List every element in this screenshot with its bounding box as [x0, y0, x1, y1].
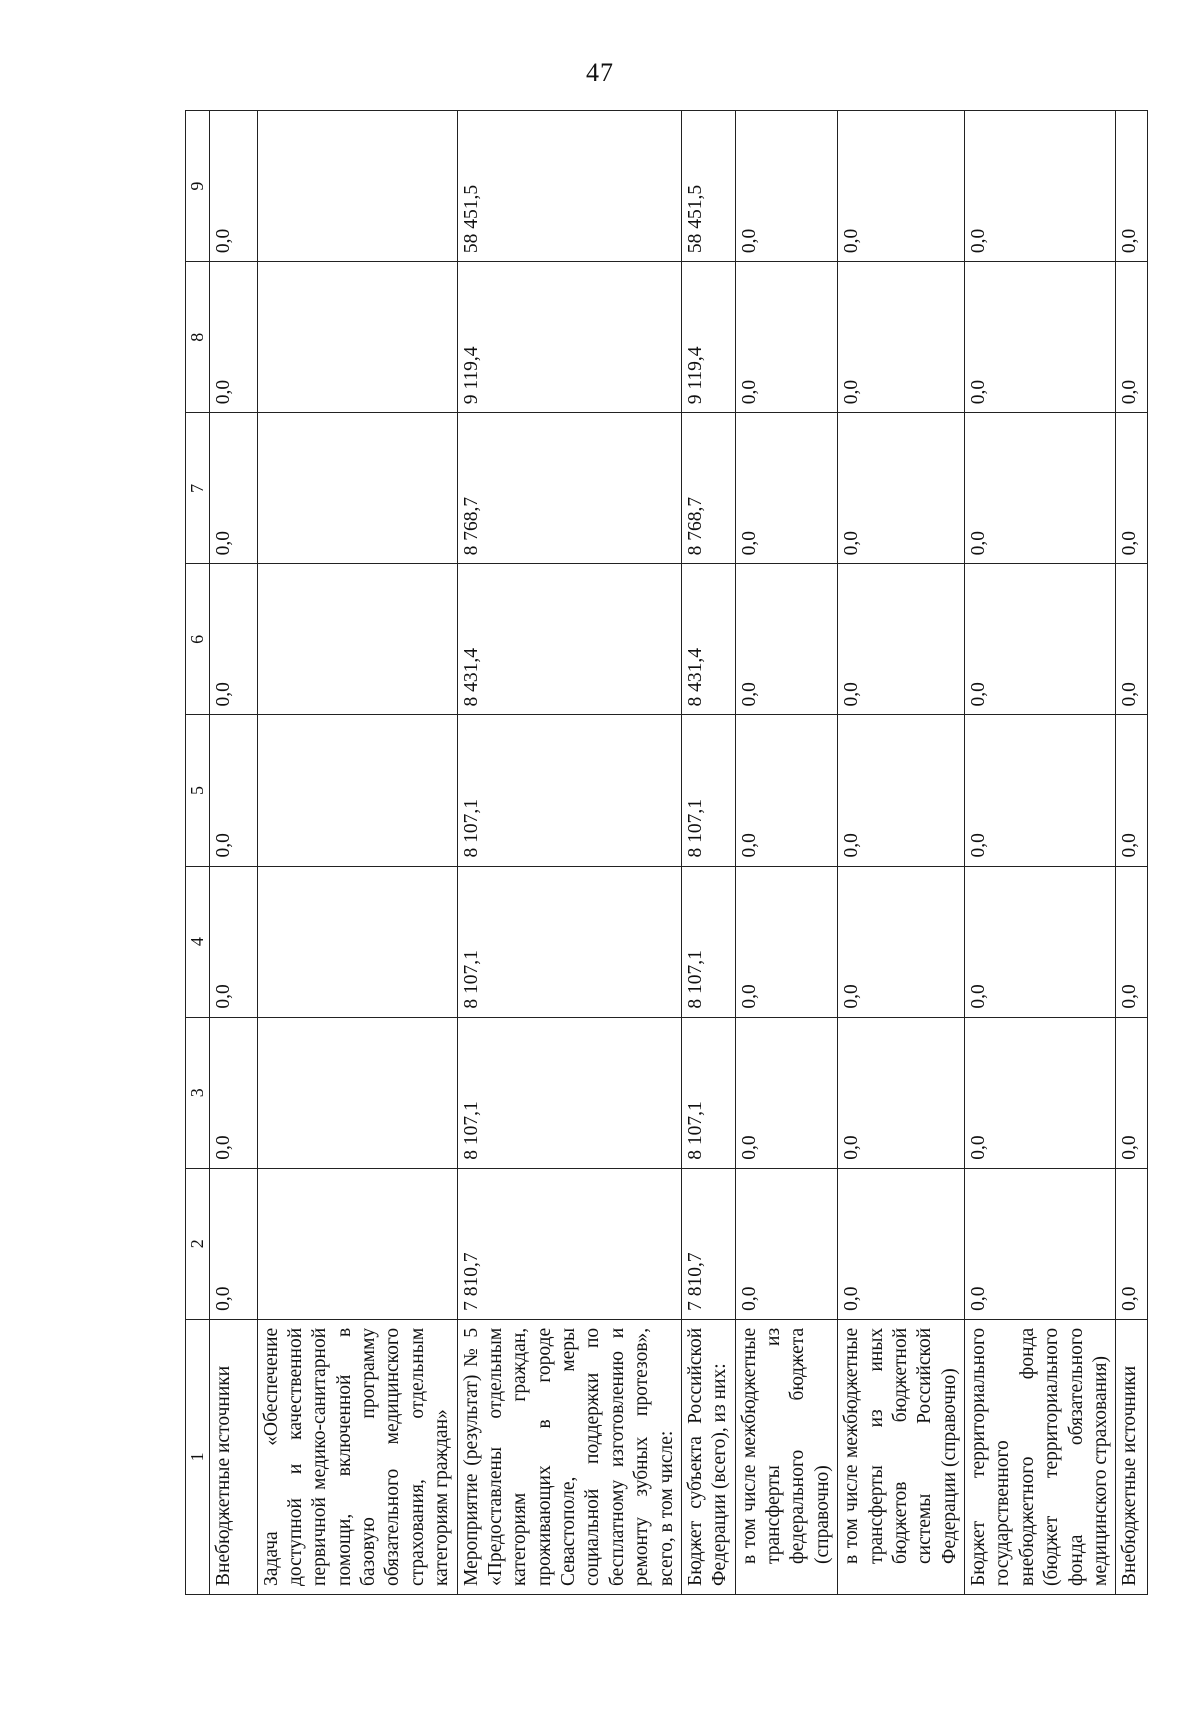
table-row: [257, 111, 457, 1595]
table-body: [209, 111, 1148, 1595]
value-cell: 0,0: [209, 111, 257, 262]
value-cell: 7 810,7: [457, 1168, 681, 1319]
value-cell: 0,0: [1116, 1017, 1148, 1168]
table-row: [209, 111, 257, 1595]
value-cell: 0,0: [1116, 262, 1148, 413]
value-cell: 8 431,4: [681, 564, 735, 715]
row-label: Внебюджетные источники: [209, 1319, 257, 1594]
table-header-row: [186, 111, 210, 1595]
value-cell: 0,0: [209, 1017, 257, 1168]
value-cell: 0,0: [209, 262, 257, 413]
value-cell: [257, 262, 457, 413]
value-cell: 8 107,1: [457, 1017, 681, 1168]
value-cell: 8 768,7: [457, 413, 681, 564]
value-cell: [257, 1017, 457, 1168]
value-cell: 0,0: [838, 413, 965, 564]
value-cell: 0,0: [1116, 564, 1148, 715]
row-label: Мероприятие (результат) № 5 «Предоставлены отдельным категориям граждан, проживающих в городе Севастополе, меры социальной поддержки по бесплатному изготовлению и ремонту зубных протезов», всего, в том числе:: [457, 1319, 681, 1594]
value-cell: 0,0: [209, 715, 257, 866]
row-label: Задача «Обеспечение доступной и качественной первичной медико-санитарной помощи, включенной в базовую программу обязательного медицинского страхования, отдельным категориям граждан»: [257, 1319, 457, 1594]
table-row: [735, 111, 838, 1595]
column-header: 6: [186, 564, 210, 715]
value-cell: 0,0: [838, 564, 965, 715]
value-cell: 0,0: [1116, 111, 1148, 262]
value-cell: 0,0: [838, 111, 965, 262]
value-cell: 0,0: [209, 866, 257, 1017]
value-cell: 7 810,7: [681, 1168, 735, 1319]
column-header: 5: [186, 715, 210, 866]
value-cell: 0,0: [735, 715, 838, 866]
value-cell: 0,0: [1116, 413, 1148, 564]
column-header: 1: [186, 1319, 210, 1594]
value-cell: 0,0: [838, 1017, 965, 1168]
value-cell: 0,0: [209, 1168, 257, 1319]
value-cell: 0,0: [735, 1017, 838, 1168]
table-row: [838, 111, 965, 1595]
value-cell: 8 107,1: [457, 866, 681, 1017]
value-cell: [257, 564, 457, 715]
value-cell: 58 451,5: [681, 111, 735, 262]
value-cell: 0,0: [735, 413, 838, 564]
value-cell: 8 431,4: [457, 564, 681, 715]
value-cell: 0,0: [209, 413, 257, 564]
value-cell: 0,0: [965, 1168, 1116, 1319]
value-cell: 0,0: [965, 866, 1116, 1017]
rotated-table-container: [185, 110, 1141, 1595]
value-cell: 0,0: [1116, 866, 1148, 1017]
value-cell: 0,0: [838, 1168, 965, 1319]
value-cell: [257, 1168, 457, 1319]
column-header: 3: [186, 1017, 210, 1168]
row-label: в том числе межбюджетные трансферты из иных бюджетов бюджетной системы Российской Федерации (справочно): [838, 1319, 965, 1594]
value-cell: 0,0: [735, 1168, 838, 1319]
row-label: Внебюджетные источники: [1116, 1319, 1148, 1594]
value-cell: 0,0: [965, 262, 1116, 413]
column-header: 8: [186, 262, 210, 413]
value-cell: 8 107,1: [681, 866, 735, 1017]
value-cell: 9 119,4: [457, 262, 681, 413]
column-header: 4: [186, 866, 210, 1017]
row-label: Бюджет субъекта Российской Федерации (всего), из них:: [681, 1319, 735, 1594]
column-header: 9: [186, 111, 210, 262]
value-cell: 0,0: [735, 111, 838, 262]
value-cell: 0,0: [965, 413, 1116, 564]
table-row: [965, 111, 1116, 1595]
row-label: в том числе межбюджетные трансферты из федерального бюджета (справочно): [735, 1319, 838, 1594]
table-row: [681, 111, 735, 1595]
value-cell: 0,0: [735, 866, 838, 1017]
value-cell: 8 107,1: [457, 715, 681, 866]
value-cell: 0,0: [209, 564, 257, 715]
value-cell: 8 768,7: [681, 413, 735, 564]
value-cell: 0,0: [838, 715, 965, 866]
value-cell: 0,0: [735, 262, 838, 413]
value-cell: 0,0: [1116, 715, 1148, 866]
column-header: 7: [186, 413, 210, 564]
value-cell: [257, 111, 457, 262]
value-cell: [257, 413, 457, 564]
value-cell: 0,0: [735, 564, 838, 715]
page-number: 47: [586, 58, 614, 87]
value-cell: 8 107,1: [681, 1017, 735, 1168]
value-cell: 0,0: [965, 111, 1116, 262]
budget-table: [185, 110, 1148, 1595]
value-cell: 9 119,4: [681, 262, 735, 413]
value-cell: [257, 715, 457, 866]
value-cell: 0,0: [1116, 1168, 1148, 1319]
value-cell: 0,0: [965, 715, 1116, 866]
value-cell: 8 107,1: [681, 715, 735, 866]
value-cell: 0,0: [838, 262, 965, 413]
value-cell: 0,0: [965, 564, 1116, 715]
table-row: [457, 111, 681, 1595]
value-cell: [257, 866, 457, 1017]
column-header: 2: [186, 1168, 210, 1319]
table-row: [1116, 111, 1148, 1595]
value-cell: 0,0: [838, 866, 965, 1017]
value-cell: 0,0: [965, 1017, 1116, 1168]
row-label: Бюджет территориального государственного внебюджетного фонда (бюджет территориального фонда обязательного медицинского страхования): [965, 1319, 1116, 1594]
value-cell: 58 451,5: [457, 111, 681, 262]
